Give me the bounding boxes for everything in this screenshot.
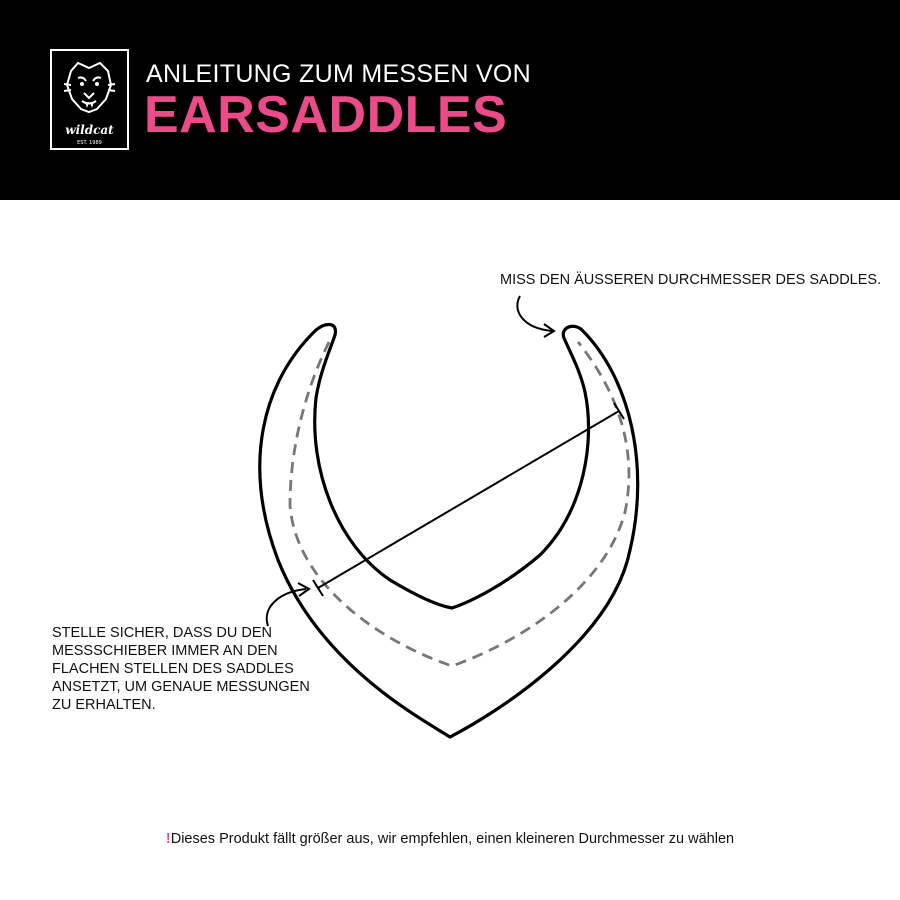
logo-wordmark: wildcat bbox=[65, 123, 114, 137]
size-note bbox=[0, 831, 900, 847]
arrow-top-icon bbox=[517, 296, 554, 337]
left-instruction-line: FLACHEN STELLEN DES SADDLES bbox=[52, 661, 294, 677]
size-note-text: Dieses Produkt fällt größer aus, wir empfehlen, einen kleineren Durchmesser zu wählen bbox=[170, 831, 735, 847]
wildcat-logo bbox=[50, 49, 129, 150]
left-instruction bbox=[52, 624, 310, 714]
left-instruction-line: ANSETZT, UM GENAUE MESSUNGEN bbox=[52, 679, 310, 695]
header-title: EARSADDLES bbox=[144, 86, 508, 144]
left-instruction-line: STELLE SICHER, DASS DU DEN bbox=[52, 625, 272, 641]
header-subtitle: ANLEITUNG ZUM MESSEN VON bbox=[146, 60, 532, 88]
saddle-outline bbox=[260, 325, 638, 737]
wildcat-tiger-logo-icon bbox=[52, 51, 127, 148]
left-instruction-line: ZU ERHALTEN. bbox=[52, 697, 156, 713]
logo-est: EST. 1989 bbox=[77, 140, 102, 146]
top-instruction: MISS DEN ÄUSSEREN DURCHMESSER DES SADDLES. bbox=[500, 272, 882, 288]
header-banner bbox=[0, 0, 900, 200]
left-instruction-line: MESSSCHIEBER IMMER AN DEN bbox=[52, 643, 278, 659]
warning-mark-icon: ! bbox=[165, 831, 171, 847]
earsaddle-diagram-icon bbox=[0, 200, 900, 820]
